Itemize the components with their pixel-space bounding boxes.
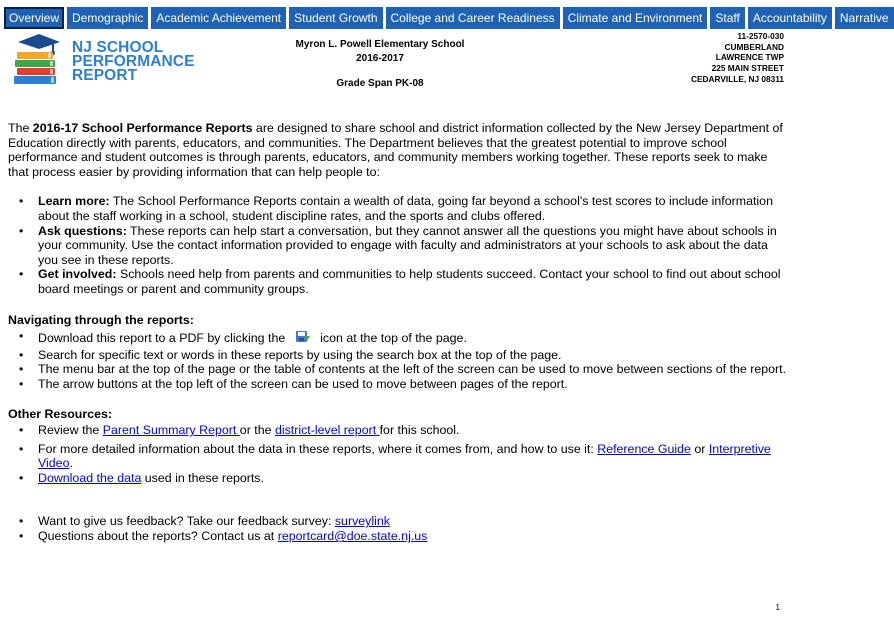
books-graduation-cap-icon xyxy=(12,34,70,86)
tab-student-growth[interactable]: Student Growth xyxy=(289,7,382,29)
list-item: • Want to give us feedback? Take our feedback survey: surveylink xyxy=(8,514,788,529)
download-data-link[interactable]: Download the data xyxy=(38,470,142,485)
list-item: • The arrow buttons at the top left of the screen can be used to move between pages of the report. xyxy=(8,377,788,392)
feedback-list xyxy=(8,514,788,543)
tab-narrative[interactable]: Narrative xyxy=(835,7,894,29)
intro-paragraph: The 2016-17 School Performance Reports are designed to share school and district information collected by the New Jersey Department of Education directly with parents, educators, and communities. The Department believes that the greatest potential to improve school performance and student outcomes is through parents, educators, and community members working together. These reports seek to make that process easier by providing information that can help people to: xyxy=(8,121,783,179)
list-item: • Review the Parent Summary Report or the district-level report for this school. xyxy=(8,423,788,438)
survey-link[interactable]: surveylink xyxy=(334,514,390,529)
page-number: 1 xyxy=(775,603,780,612)
logo-text-line2: PERFORMANCE xyxy=(72,53,195,70)
county: CUMBERLAND xyxy=(724,41,784,52)
school-address-block xyxy=(691,31,784,85)
navigating-heading: Navigating through the reports: xyxy=(8,312,194,327)
list-item: • Download the data used in these reports. xyxy=(8,471,788,486)
district-level-report-link[interactable]: district-level report xyxy=(274,423,380,438)
tab-climate-environment[interactable]: Climate and Environment xyxy=(563,7,708,29)
logo-text-line1: NJ SCHOOL xyxy=(72,39,164,56)
list-item: • Ask questions: These reports can help start a conversation, but they cannot answer all the questions you might have about schools in your community. Use the contact information provided to engage with faculty and administrators at your schools to ask about the data you see in these reports. xyxy=(8,224,788,268)
list-item: • Search for specific text or words in these reports by using the search box at the top of the page. xyxy=(8,348,788,363)
tab-overview[interactable]: Overview xyxy=(4,7,64,29)
tab-college-career-readiness[interactable]: College and Career Readiness xyxy=(386,7,560,29)
list-item: • Download this report to a PDF by clicking the icon at the top of the page. xyxy=(8,329,788,348)
list-item: • For more detailed information about the data in these reports, where it comes from, and how to use it: Reference Guide or Interpretive Video. xyxy=(8,442,788,471)
parent-summary-report-link[interactable]: Parent Summary Report xyxy=(102,423,240,438)
tab-accountability[interactable]: Accountability xyxy=(748,7,832,29)
overview-content xyxy=(8,121,788,544)
nj-school-performance-logo xyxy=(12,34,195,86)
other-resources-heading: Other Resources: xyxy=(8,406,112,421)
navigating-list xyxy=(8,329,788,391)
tab-demographic[interactable]: Demographic xyxy=(67,7,148,29)
tab-staff[interactable]: Staff xyxy=(710,7,744,29)
contact-email-link[interactable]: reportcard@doe.state.nj.us xyxy=(277,529,428,544)
list-item: • Get involved: Schools need help from parents and communities to help students succeed. Contact your school to find out about school board meetings or parent and community groups. xyxy=(8,267,788,296)
pdf-download-icon[interactable] xyxy=(295,330,311,344)
top-menu-bar xyxy=(4,7,894,29)
list-item: • Questions about the reports? Contact us at reportcard@doe.state.nj.us xyxy=(8,529,788,544)
school-header xyxy=(270,38,490,91)
list-item: • The menu bar at the top of the page or the table of contents at the left of the screen can be used to move between sections of the report. xyxy=(8,362,788,377)
logo-text-line3: REPORT xyxy=(72,67,138,84)
school-code: 11-2570-030 xyxy=(737,31,784,41)
resources-list xyxy=(8,423,788,485)
reference-guide-link[interactable]: Reference Guide xyxy=(597,441,691,456)
purpose-list xyxy=(8,194,788,296)
interpretive-video-link[interactable]: Interpretive Video xyxy=(38,441,771,471)
tab-academic-achievement[interactable]: Academic Achievement xyxy=(151,7,286,29)
school-year: 2016-2017 xyxy=(356,53,404,64)
city-state-zip: CEDARVILLE, NJ 08311 xyxy=(691,73,784,84)
street-address: 225 MAIN STREET xyxy=(711,63,784,74)
grade-span: Grade Span PK-08 xyxy=(336,78,424,89)
district: LAWRENCE TWP xyxy=(715,52,784,63)
list-item: • Learn more: The School Performance Reports contain a wealth of data, going far beyond a school's test scores to include information about the staff working in a school, student discipline rates, and the sports and clubs offered. xyxy=(8,194,788,223)
school-name: Myron L. Powell Elementary School xyxy=(295,39,465,50)
